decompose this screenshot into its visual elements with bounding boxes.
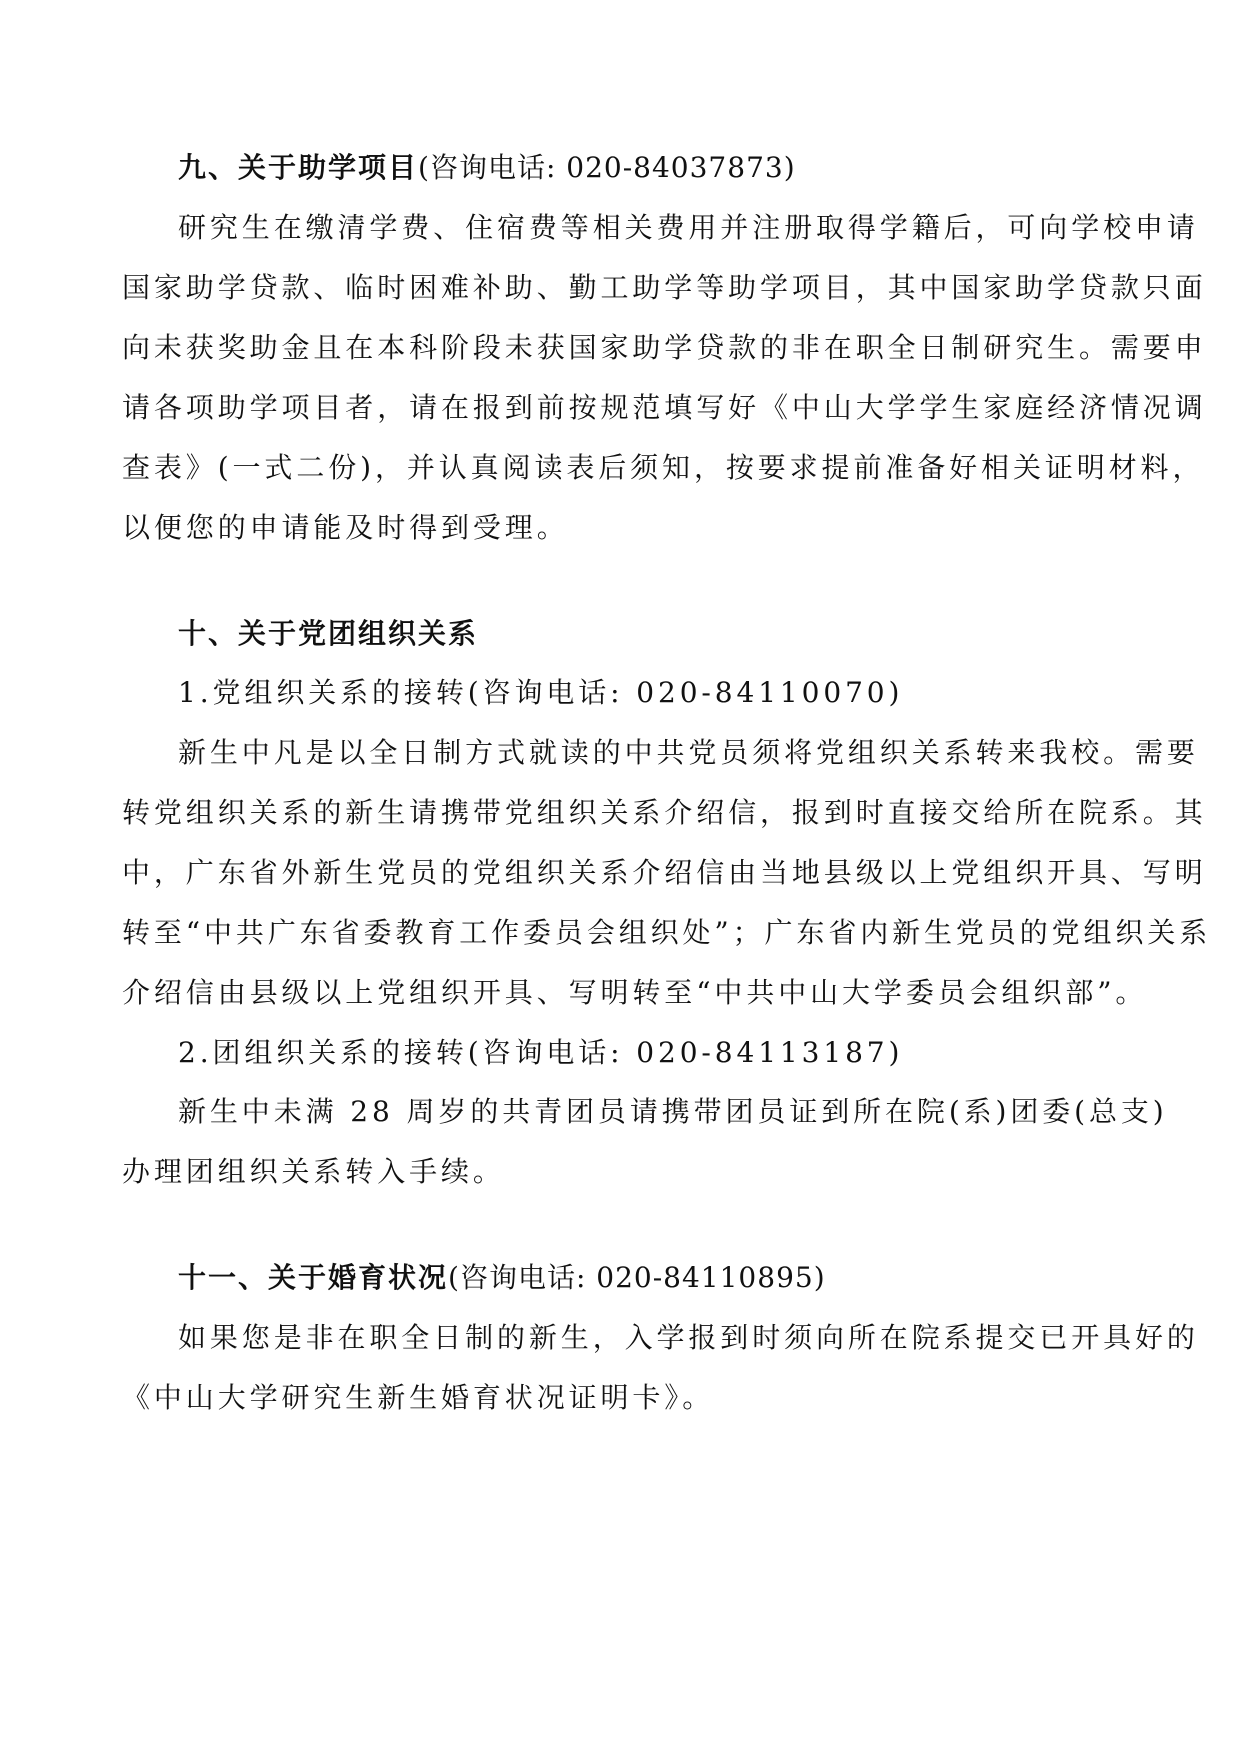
section-10-subheading-1: 1.党组织关系的接转(咨询电话: 020-84110070) <box>178 676 904 709</box>
section-10-paragraph-1-line: 介绍信由县级以上党组织开具、写明转至“中共中山大学委员会组织部”。 <box>122 976 1148 1009</box>
section-9-paragraph-line: 国家助学贷款、临时困难补助、勤工助学等助学项目，其中国家助学贷款只面 <box>122 271 1207 304</box>
section-9-paragraph-line: 查表》(一式二份)，并认真阅读表后须知，按要求提前准备好相关证明材料， <box>122 451 1205 484</box>
section-11-contact: (咨询电话: 020-84110895) <box>448 1261 826 1294</box>
section-9-paragraph-line: 以便您的申请能及时得到受理。 <box>122 511 569 544</box>
section-9-contact: (咨询电话: 020-84037873) <box>418 151 796 184</box>
section-9-paragraph-line: 向未获奖助金且在本科阶段未获国家助学贷款的非在职全日制研究生。需要申 <box>122 331 1207 364</box>
section-10-paragraph-1-line: 转党组织关系的新生请携带党组织关系介绍信，报到时直接交给所在院系。其 <box>122 796 1207 829</box>
section-11-paragraph-line: 如果您是非在职全日制的新生，入学报到时须向所在院系提交已开具好的 <box>178 1321 1199 1354</box>
section-11-paragraph-line: 《中山大学研究生新生婚育状况证明卡》。 <box>122 1381 715 1414</box>
section-9-heading-line <box>178 148 1178 188</box>
section-11-heading: 十一、关于婚育状况 <box>178 1261 449 1294</box>
section-9-paragraph-line: 研究生在缴清学费、住宿费等相关费用并注册取得学籍后，可向学校申请 <box>178 211 1199 244</box>
section-11-heading-line <box>178 1258 1178 1298</box>
section-10-paragraph-1-line: 新生中凡是以全日制方式就读的中共党员须将党组织关系转来我校。需要 <box>178 736 1199 769</box>
section-10-paragraph-1-line: 中，广东省外新生党员的党组织关系介绍信由当地县级以上党组织开具、写明 <box>122 856 1207 889</box>
section-10-paragraph-2-line: 办理团组织关系转入手续。 <box>122 1155 505 1188</box>
section-9-paragraph-line: 请各项助学项目者，请在报到前按规范填写好《中山大学学生家庭经济情况调 <box>122 391 1207 424</box>
section-9-heading: 九、关于助学项目 <box>178 151 419 184</box>
section-10-subheading-2: 2.团组织关系的接转(咨询电话: 020-84113187) <box>178 1036 904 1069</box>
section-10-heading: 十、关于党团组织关系 <box>178 617 479 650</box>
section-10-heading-line <box>178 614 1178 654</box>
section-10-paragraph-1-line: 转至“中共广东省委教育工作委员会组织处”；广东省内新生党员的党组织关系 <box>122 916 1212 949</box>
section-10-paragraph-2-line: 新生中未满 28 周岁的共青团员请携带团员证到所在院(系)团委(总支) <box>178 1095 1168 1128</box>
